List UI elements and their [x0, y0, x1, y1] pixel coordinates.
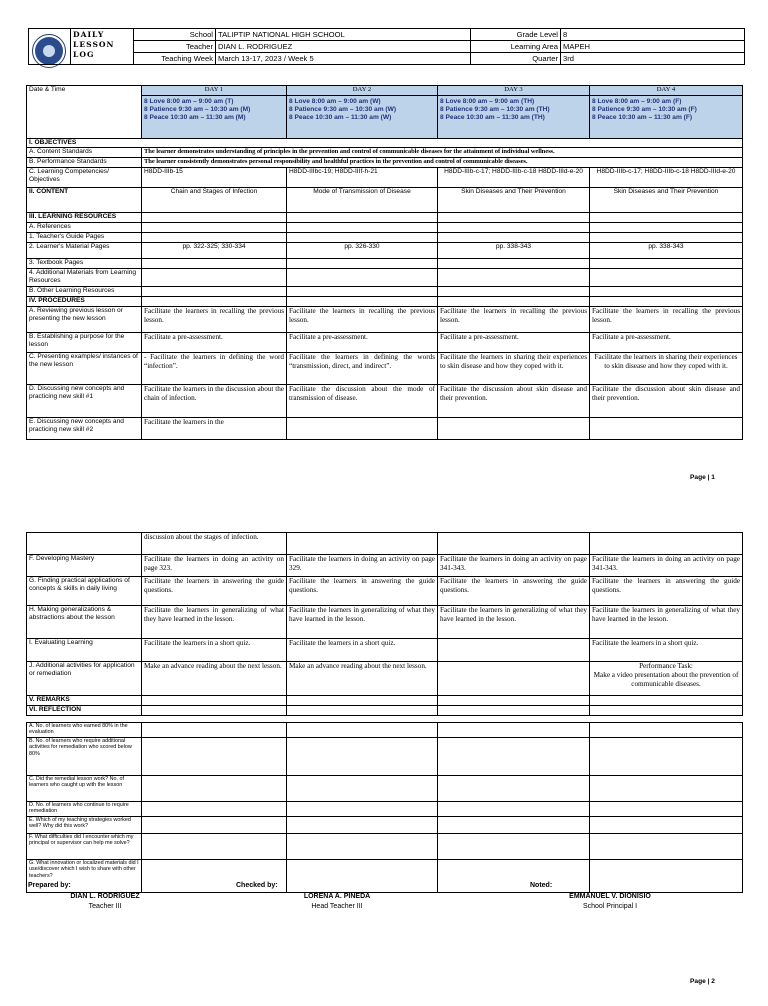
day4-proc-g: Facilitate the learners in answering the guide questions.: [590, 577, 743, 606]
day3-proc-b: Facilitate a pre-assessment.: [438, 333, 590, 353]
day3-content: Skin Diseases and Their Prevention: [438, 188, 590, 213]
day1-competency: H8DD-IIIb-15: [142, 168, 287, 188]
teacher-label: Teacher: [134, 41, 216, 53]
day2-schedule: 8 Love 8:00 am – 9:00 am (W) 8 Patience 9:30 am – 10:30 am (W) 8 Peace 10:30 am – 11:30 am (W): [287, 96, 438, 139]
remarks-heading: V. REMARKS: [27, 696, 142, 706]
day2-proc-g: Facilitate the learners in answering the guide questions.: [287, 577, 438, 606]
area-label: Learning Area: [471, 41, 561, 53]
day1-proc-e: Facilitate the learners in the: [142, 418, 287, 440]
day3-header: DAY 3: [438, 86, 590, 96]
competency-label: C. Learning Competencies/ Objectives: [27, 168, 142, 188]
prepared-label: Prepared by:: [28, 882, 71, 889]
references-label: A. References: [27, 223, 142, 233]
reflection-heading: VI. REFLECTION: [27, 706, 142, 716]
reflection-item-c: C. Did the remedial lesson work? No. of learners who caught up with the lesson: [27, 776, 142, 802]
day1-schedule: 8 Love 8:00 am – 9:00 am (T) 8 Patience 9:30 am – 10:30 am (M) 8 Peace 10:30 am – 11:30 am (M): [142, 96, 287, 139]
day3-proc-d: Facilitate the discussion about skin disease and their prevention.: [438, 385, 590, 418]
noted-title: School Principal I: [582, 903, 638, 910]
lm-label: 2. Learner's Material Pages: [27, 243, 142, 259]
prepared-name: DIAN L. RODRIGUEZ: [70, 893, 140, 900]
reflection-item-f: F. What difficulties did I encounter which my principal or supervisor can help me solve?: [27, 834, 142, 860]
day4-proc-j: [590, 662, 743, 696]
noted-label: Noted:: [530, 882, 553, 889]
day1-proc-f: Facilitate the learners in doing an activity on page 323.: [142, 555, 287, 577]
performance-task-text: Make a video presentation about the prevention of communicable diseases.: [593, 671, 739, 688]
day4-proc-f: Facilitate the learners in doing an activity on page 341-343.: [590, 555, 743, 577]
day1-proc-d: Facilitate the learners in the discussion about the chain of infection.: [142, 385, 287, 418]
day1-proc-i: Facilitate the learners in a short quiz.: [142, 639, 287, 662]
day4-proc-e: [590, 418, 743, 440]
day1-proc-j: Make an advance reading about the next lesson.: [142, 662, 287, 696]
day4-lm-pages: pp. 338-343: [590, 243, 743, 259]
perf-std: The learner consistently demonstrates personal responsibility and healthful practices in the prevention and control of communicable diseases.: [142, 158, 743, 168]
day2-content: Mode of Transmission of Disease: [287, 188, 438, 213]
tg-label: 1. Teacher's Guide Pages: [27, 233, 142, 243]
dll-title: DAILY LESSON LOG: [71, 29, 134, 65]
reflection-item-g: G. What innovation or localized materials did I use/discover which I wish to share with other teachers?: [27, 860, 142, 893]
noted-name: EMMANUEL V. DIONISIO: [569, 893, 651, 900]
teacher-value: DIAN L. RODRIGUEZ: [216, 41, 471, 53]
quarter-value: 3rd: [561, 53, 745, 65]
prepared-title: Teacher III: [88, 903, 122, 910]
day4-proc-a: Facilitate the learners in recalling the previous lesson.: [590, 307, 743, 333]
page-number-1: Page | 1: [690, 474, 715, 481]
quarter-label: Quarter: [471, 53, 561, 65]
proc-e-label: E. Discussing new concepts and practicing new skill #2: [27, 418, 142, 440]
day1-content: Chain and Stages of Infection: [142, 188, 287, 213]
content-heading: II. CONTENT: [27, 188, 142, 213]
objectives-heading: I. OBJECTIVES: [27, 139, 743, 148]
week-value: March 13-17, 2023 / Week 5: [216, 53, 471, 65]
day3-competency: H8DD-IIIb-c-17; H8DD-IIIb-c-18 H8DD-IIId-e-20: [438, 168, 590, 188]
day2-proc-c: Facilitate the learners in defining the words “transmission, direct, and indirect”.: [287, 353, 438, 385]
checked-label: Checked by:: [236, 882, 278, 889]
day4-proc-d: Facilitate the discussion about skin disease and their prevention.: [590, 385, 743, 418]
proc-a-label: A. Reviewing previous lesson or presenting the new lesson: [27, 307, 142, 333]
day3-proc-h: Facilitate the learners in generalizing of what they have learned in the lesson.: [438, 606, 590, 639]
content-std-label: A. Content Standards: [27, 148, 142, 158]
logo-cell: [29, 29, 71, 65]
day3-lm-pages: pp. 338-343: [438, 243, 590, 259]
day2-proc-b: Facilitate a pre-assessment.: [287, 333, 438, 353]
checked-name: LORENA A. PINEDA: [303, 893, 371, 900]
area-value: MAPEH: [561, 41, 745, 53]
day3-proc-f: Facilitate the learners in doing an activity on page 341-343.: [438, 555, 590, 577]
reflection-item-b: B. No. of learners who require additional activities for remediation who scored below 80%: [27, 738, 142, 776]
grade-label: Grade Level: [471, 29, 561, 41]
perf-std-label: B. Performance Standards: [27, 158, 142, 168]
proc-f-label: F. Developing Mastery: [27, 555, 142, 577]
other-label: B. Other Learning Resources: [27, 287, 142, 297]
reflection-item-d: D. No. of learners who continue to require remediation: [27, 802, 142, 817]
proc-d-label: D. Discussing new concepts and practicing new skill #1: [27, 385, 142, 418]
day2-proc-j: Make an advance reading about the next lesson.: [287, 662, 438, 696]
reflection-table: [26, 722, 743, 893]
day2-proc-h: Facilitate the learners in generalizing of what they have learned in the lesson.: [287, 606, 438, 639]
proc-i-label: I. Evaluating Learning: [27, 639, 142, 662]
day3-schedule: 8 Love 8:00 am – 9:00 am (TH) 8 Patience 9:30 am – 10:30 am (TH) 8 Peace 10:30 am – 11:30 am (TH): [438, 96, 590, 139]
day1-header: DAY 1: [142, 86, 287, 96]
page-number-2: Page | 2: [690, 978, 715, 985]
resources-heading: III. LEARNING RESOURCES: [27, 213, 142, 223]
day4-header: DAY 4: [590, 86, 743, 96]
header-table: [28, 28, 745, 65]
day4-proc-b: Facilitate a pre-assessment.: [590, 333, 743, 353]
day2-proc-i: Facilitate the learners in a short quiz.: [287, 639, 438, 662]
day2-competency: H8DD-IIIbc-19; H8DD-IIIf-h-21: [287, 168, 438, 188]
day1-proc-b: Facilitate a pre-assessment.: [142, 333, 287, 353]
addl-label: 4. Additional Materials from Learning Resources: [27, 269, 142, 287]
day1-lm-pages: pp. 322-325; 330-334: [142, 243, 287, 259]
day2-proc-f: Facilitate the learners in doing an activity on page 329.: [287, 555, 438, 577]
tb-label: 3. Textbook Pages: [27, 259, 142, 269]
proc-g-label: G. Finding practical applications of concepts & skills in daily living: [27, 577, 142, 606]
day4-proc-c: Facilitate the learners in sharing their experiences to skin disease and how they coped with it.: [590, 353, 743, 385]
day3-proc-j: [438, 662, 590, 696]
day3-proc-i: [438, 639, 590, 662]
day4-schedule: 8 Love 8:00 am – 9:00 am (F) 8 Patience 9:30 am – 10:30 am (F) 8 Peace 10:30 am – 11:30 am (F): [590, 96, 743, 139]
day1-proc-g: Facilitate the learners in answering the guide questions.: [142, 577, 287, 606]
day3-proc-a: Facilitate the learners in recalling the previous lesson.: [438, 307, 590, 333]
day4-content: Skin Diseases and Their Prevention: [590, 188, 743, 213]
day1-proc-c: - Facilitate the learners in defining the word “infection”.: [142, 353, 287, 385]
datetime-label: Date & Time: [27, 86, 142, 139]
grade-value: 8: [561, 29, 745, 41]
day1-proc-e-cont: discussion about the stages of infection.: [142, 533, 287, 555]
checked-title: Head Teacher III: [311, 903, 363, 910]
day4-proc-i: Facilitate the learners in a short quiz.: [590, 639, 743, 662]
performance-task-title: Performance Task:: [639, 662, 693, 670]
proc-c-label: C. Presenting examples/ instances of the new lesson: [27, 353, 142, 385]
day1-proc-a: Facilitate the learners in recalling the previous lesson.: [142, 307, 287, 333]
day3-proc-c: Facilitate the learners in sharing their experiences to skin disease and how they coped with it.: [438, 353, 590, 385]
day1-proc-h: Facilitate the learners in generalizing of what they have learned in the lesson.: [142, 606, 287, 639]
day4-proc-h: Facilitate the learners in generalizing of what they have learned in the lesson.: [590, 606, 743, 639]
procedures-heading: IV. PROCEDURES: [27, 297, 142, 307]
school-label: School: [134, 29, 216, 41]
reflection-item-a: A. No. of learners who earned 80% in the evaluation: [27, 723, 142, 738]
reflection-item-e: E. Which of my teaching strategies worked well? Why did this work?: [27, 817, 142, 834]
day2-proc-e: [287, 418, 438, 440]
week-label: Teaching Week: [134, 53, 216, 65]
day2-proc-d: Facilitate the discussion about the mode of transmission of disease.: [287, 385, 438, 418]
day2-header: DAY 2: [287, 86, 438, 96]
proc-b-label: B. Establishing a purpose for the lesson: [27, 333, 142, 353]
proc-j-label: J. Additional activities for application or remediation: [27, 662, 142, 696]
lesson-table-page2: [26, 532, 743, 716]
content-std: The learner demonstrates understanding of principles in the prevention and control of communicable diseases for the attainment of individual wellness.: [142, 148, 743, 158]
day2-proc-a: Facilitate the learners in recalling the previous lesson.: [287, 307, 438, 333]
day3-proc-g: Facilitate the learners in answering the guide questions.: [438, 577, 590, 606]
lesson-table-page1: [26, 85, 743, 440]
day4-competency: H8DD-IIIb-c-17; H8DD-IIIb-c-18 H8DD-IIId-e-20: [590, 168, 743, 188]
day3-proc-e: [438, 418, 590, 440]
day2-lm-pages: pp. 326-330: [287, 243, 438, 259]
proc-h-label: H. Making generalizations & abstractions about the lesson: [27, 606, 142, 639]
school-value: TALIPTIP NATIONAL HIGH SCHOOL: [216, 29, 471, 41]
